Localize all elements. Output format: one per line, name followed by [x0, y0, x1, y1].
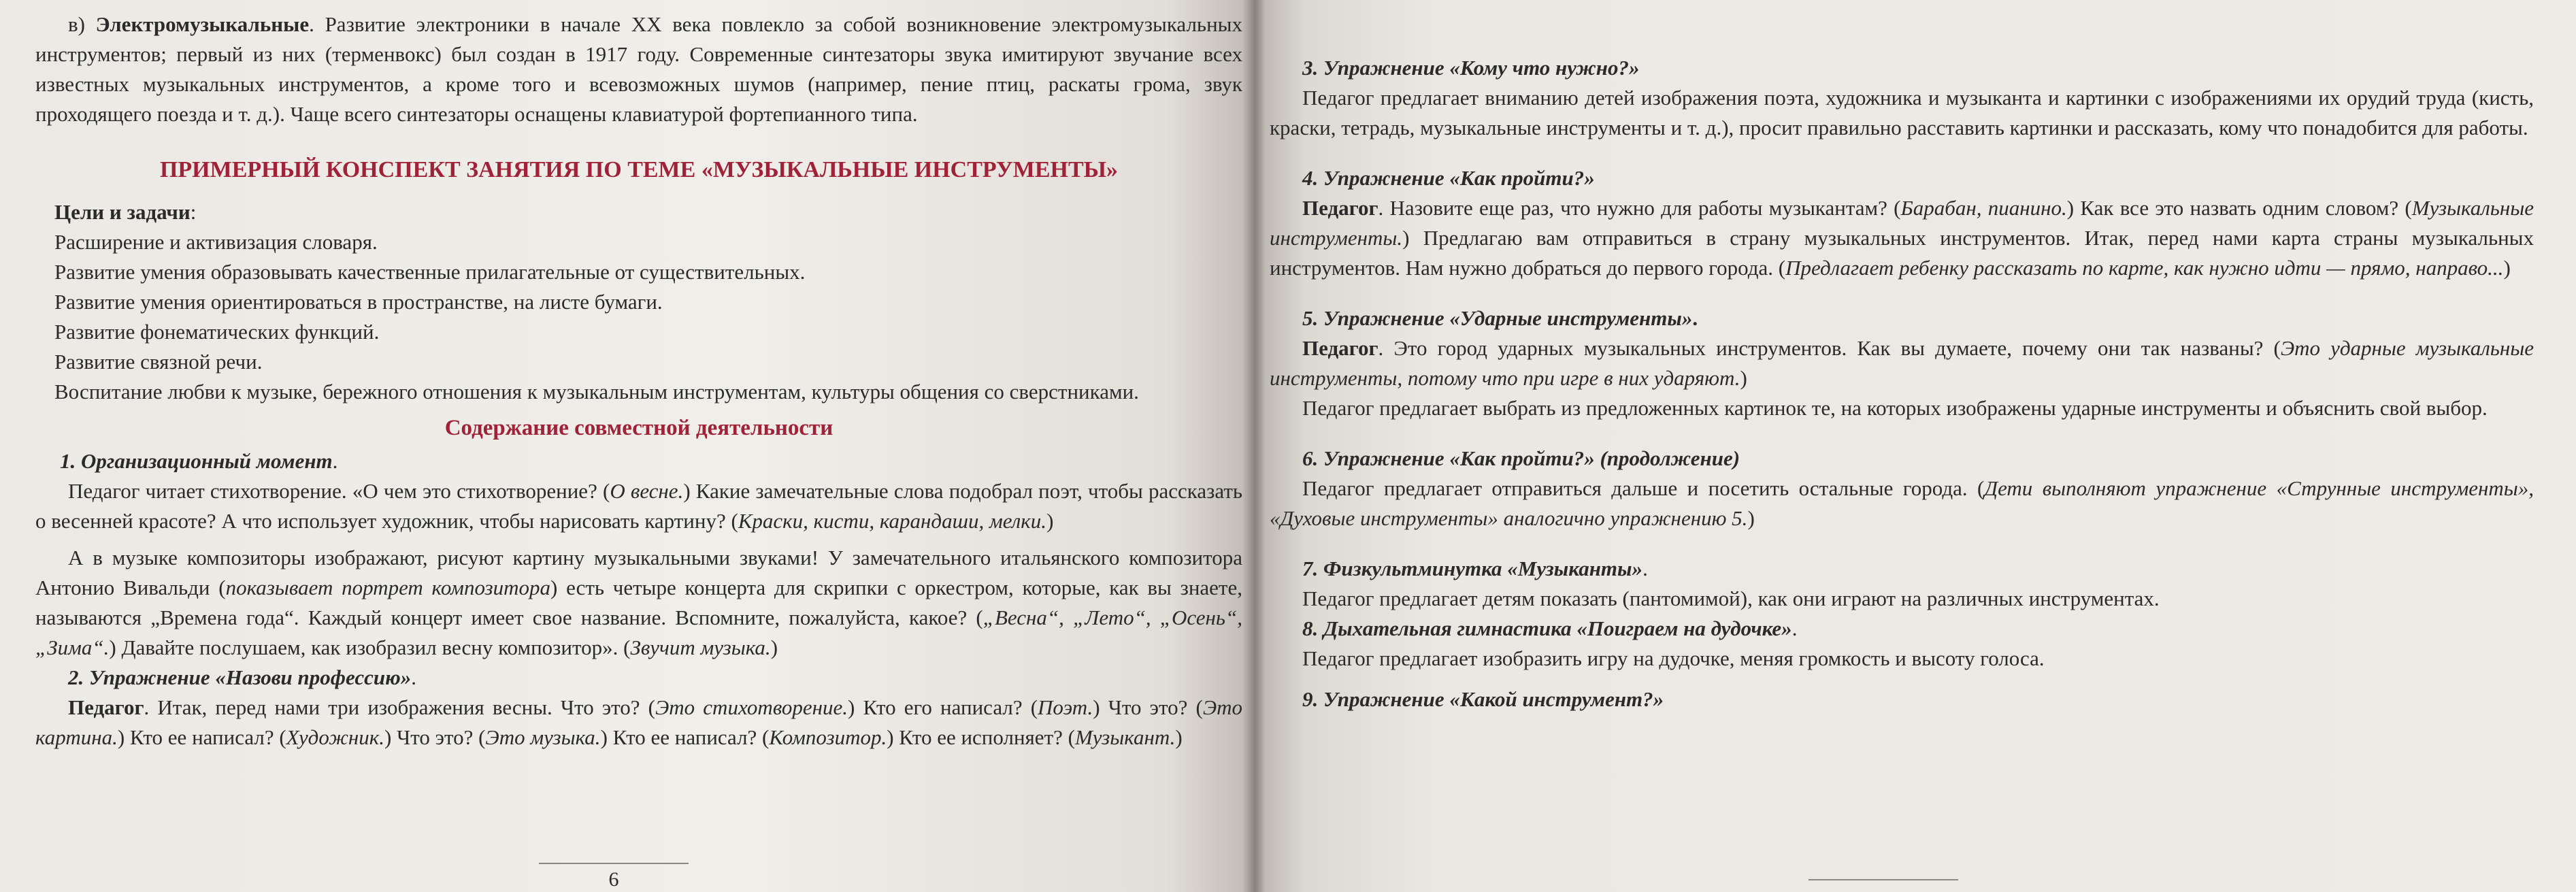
exercise-4-text: Педагог. Назовите еще раз, что нужно для работы музыкантам? (Барабан, пианино.) Как все это назвать одним словом? (Музыкальные инструменты.) Предлагаю вам отправиться в страну музыкальных инструментов. Итак, перед нами карта страны музыкальных инструментов. Нам нужно добраться до первого города. (Предлагает ребенку рассказать по карте, как нужно идти — прямо, направо...)	[1270, 196, 2534, 280]
section-1-paragraph-2: А в музыке композиторы изображают, рисуют картину музыкальными звуками! У замечательного итальянского композитора Антонио Вивальди (показывает портрет композитора) есть четыре концерта для скрипки с оркестром, которые, как вы знаете, называются „Времена года“. Каждый концерт имеет свое название. Вспомните, пожалуйста, какое? („Весна“, „Лето“, „Осень“, „Зима“.) Давайте послушаем, как изобразил весну композитор». (Звучит музыка.)	[35, 546, 1242, 659]
exercise-6-title: 6. Упражнение «Как пройти?» (продолжение)	[1302, 446, 1740, 470]
exercise-3-text: Педагог предлагает вниманию детей изображения поэта, художника и музыканта и картинки с изображениями их орудий труда (кисть, краски, тетрадь, музыкальные инструменты и т. д.), просит правильно расставить картинки и рассказать, кому что понадобится для работы.	[1270, 86, 2534, 139]
exercise-5-title: 5. Упражнение «Ударные инструменты».	[1302, 306, 1698, 330]
goals-title: Цели и задачи:	[54, 200, 197, 224]
intro-paragraph: в) Электромузыкальные. Развитие электроники в начале XX века повлекло за собой возникновение электромузыкальных инструментов; первый из них (терменвокс) был создан в 1917 году. Современные синтезаторы звука имитируют звучание всех известных музыкальных инструментов, а кроме того и всевозможных шумов (например, пение птиц, раскаты грома, звук проходящего поезда и т. д.). Чаще всего синтезаторы оснащены клавиатурой фортепианного типа.	[35, 12, 1242, 126]
page-number-rule	[539, 863, 689, 864]
goal-item: Развитие фонематических функций.	[54, 320, 380, 344]
section-1-paragraph-1: Педагог читает стихотворение. «О чем это стихотворение? (О весне.) Какие замечательные слова подобрал поэт, чтобы рассказать о весенней красоте? А что использует художник, чтобы нарисовать картину? (Краски, кисти, карандаши, мелки.)	[35, 479, 1243, 533]
section-2-title: 2. Упражнение «Назови профессию».	[68, 665, 416, 689]
exercise-4-title: 4. Упражнение «Как пройти?»	[1302, 166, 1595, 190]
exercise-8-text: Педагог предлагает изобразить игру на дудочке, меняя громкость и высоту голоса.	[1302, 646, 2045, 670]
goal-item: Развитие умения образовывать качественные прилагательные от существительных.	[54, 260, 806, 284]
exercise-5-text-1: Педагог. Это город ударных музыкальных инструментов. Как вы думаете, почему они так названы? (Это ударные музыкальные инструменты, потому что при игре в них ударяют.)	[1270, 336, 2534, 390]
section-1-title: 1. Организационный момент.	[60, 449, 338, 473]
goal-item: Развитие связной речи.	[54, 350, 263, 374]
goal-item: Воспитание любви к музыке, бережного отношения к музыкальным инструментам, культуры общения со сверстниками.	[54, 380, 1139, 403]
exercise-3-title: 3. Упражнение «Кому что нужно?»	[1302, 56, 1640, 80]
goal-item: Расширение и активизация словаря.	[54, 230, 378, 254]
goal-item: Развитие умения ориентироваться в пространстве, на листе бумаги.	[54, 290, 663, 314]
page-number: 6	[608, 868, 619, 891]
exercise-9-title: 9. Упражнение «Какой инструмент?»	[1302, 687, 1664, 711]
goals-list	[35, 227, 1242, 407]
content-subheading: Содержание совместной деятельности	[444, 416, 833, 440]
exercise-5-text-2: Педагог предлагает выбрать из предложенных картинок те, на которых изображены ударные инструменты и объяснить свой выбор.	[1302, 396, 2488, 420]
exercise-7-title: 7. Физкультминутка «Музыканты».	[1302, 557, 1648, 580]
exercise-7-text: Педагог предлагает детям показать (пантомимой), как они играют на различных инструментах.	[1302, 587, 2160, 610]
page-number-rule	[1809, 879, 1958, 880]
intro-term: Электромузыкальные	[95, 12, 310, 36]
right-page	[1253, 0, 2576, 892]
lesson-heading: ПРИМЕРНЫЙ КОНСПЕКТ ЗАНЯТИЯ ПО ТЕМЕ «МУЗЫКАЛЬНЫЕ ИНСТРУМЕНТЫ»	[159, 157, 1119, 182]
left-page	[0, 0, 1253, 892]
section-2-paragraph: Педагог. Итак, перед нами три изображения весны. Что это? (Это стихотворение.) Кто его написал? (Поэт.) Что это? (Это картина.) Кто ее написал? (Художник.) Что это? (Это музыка.) Кто ее написал? (Композитор.) Кто ее исполняет? (Музыкант.)	[35, 695, 1243, 749]
book-gutter	[1242, 0, 1266, 892]
exercise-6-text: Педагог предлагает отправиться дальше и посетить остальные города. (Дети выполняют упражнение «Струнные инструменты», «Духовые инструменты» аналогично упражнению 5.)	[1270, 476, 2534, 530]
exercise-8-title: 8. Дыхательная гимнастика «Поиграем на дудочке».	[1302, 616, 1798, 640]
